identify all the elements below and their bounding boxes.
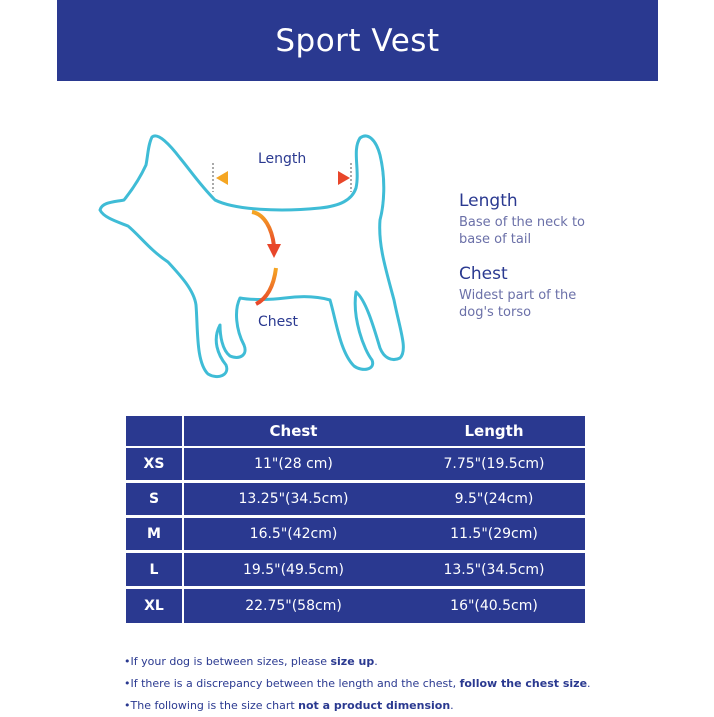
size-cell: XS — [126, 448, 182, 480]
length-arrow-head-left — [216, 171, 228, 185]
length-arrow-head-right — [338, 171, 350, 185]
table-row — [126, 553, 585, 586]
legend-chest — [459, 264, 599, 321]
size-cell: L — [126, 553, 182, 586]
length-cell: 11.5"(29cm) — [403, 518, 585, 550]
header-cell-size — [126, 416, 182, 446]
table-row — [126, 483, 585, 515]
dog-measurement-diagram — [90, 120, 420, 390]
table-row — [126, 518, 585, 550]
chest-arrow-top — [252, 212, 274, 246]
header-cell-length: Length — [403, 416, 585, 446]
legend-length-desc: Base of the neck to base of tail — [459, 215, 586, 247]
chest-arrow-head — [267, 244, 281, 258]
table-row — [126, 589, 585, 623]
header-cell-chest: Chest — [184, 416, 403, 446]
chest-cell: 22.75"(58cm) — [184, 589, 403, 623]
note-item: •The following is the size chart not a product dimension. — [124, 699, 454, 712]
size-cell: S — [126, 483, 182, 515]
diagram-length-label: Length — [258, 151, 307, 167]
chest-cell: 11"(28 cm) — [184, 448, 403, 480]
length-cell: 7.75"(19.5cm) — [403, 448, 585, 480]
note-item: •If your dog is between sizes, please size up. — [124, 655, 378, 668]
table-header-row — [126, 416, 585, 446]
chest-cell: 16.5"(42cm) — [184, 518, 403, 550]
length-cell: 16"(40.5cm) — [403, 589, 585, 623]
size-notes — [124, 651, 591, 717]
table-row — [126, 448, 585, 480]
note-item: •If there is a discrepancy between the length and the chest, follow the chest size. — [124, 677, 591, 690]
page-title: Sport Vest — [275, 22, 440, 59]
size-cell: M — [126, 518, 182, 550]
legend-length — [459, 191, 599, 248]
title-banner — [57, 0, 658, 81]
legend-length-title: Length — [459, 191, 518, 211]
diagram-chest-label: Chest — [258, 314, 299, 330]
chest-cell: 19.5"(49.5cm) — [184, 553, 403, 586]
chest-cell: 13.25"(34.5cm) — [184, 483, 403, 515]
legend-chest-desc: Widest part of the dog's torso — [459, 288, 577, 320]
legend-chest-title: Chest — [459, 264, 508, 284]
length-cell: 9.5"(24cm) — [403, 483, 585, 515]
dog-outline — [100, 136, 403, 377]
length-cell: 13.5"(34.5cm) — [403, 553, 585, 586]
size-table — [126, 416, 585, 623]
size-cell: XL — [126, 589, 182, 623]
